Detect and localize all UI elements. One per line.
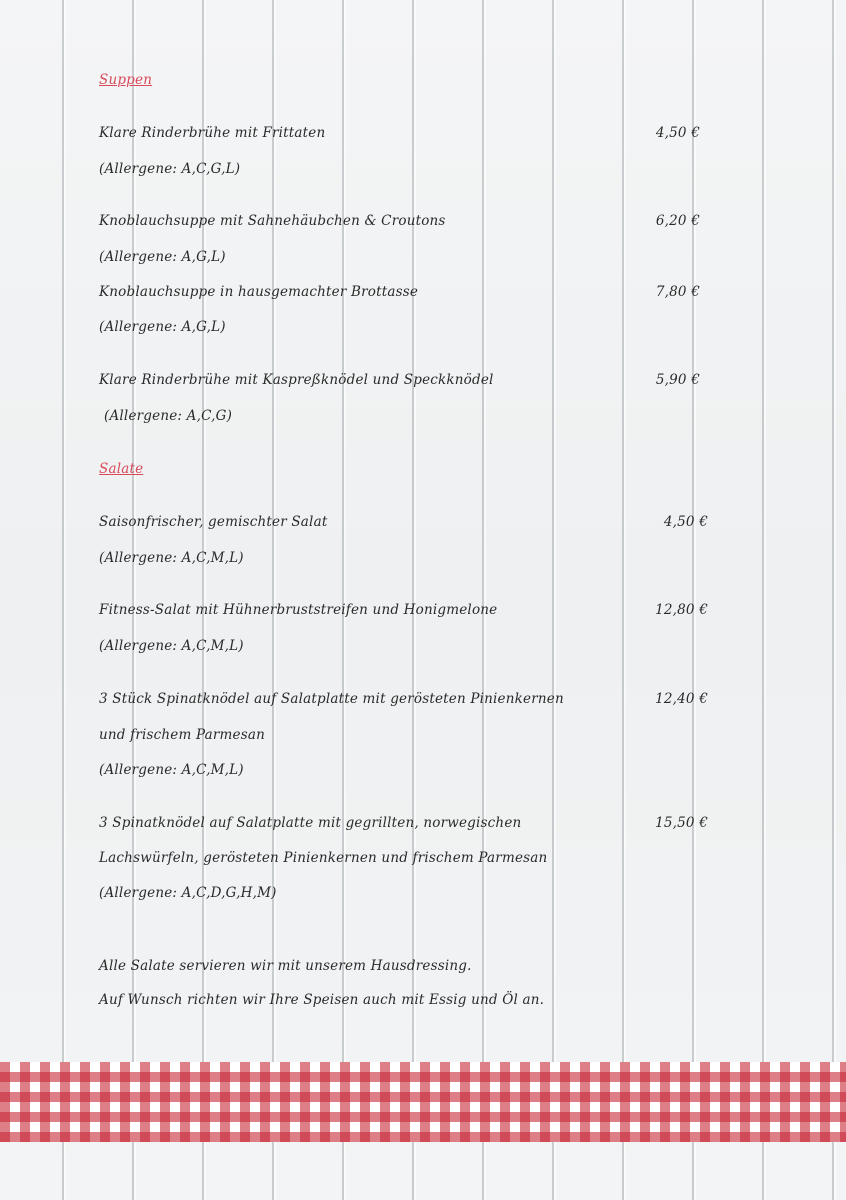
menu-item-allergens: (Allergene: A,G,L) [99, 319, 226, 335]
menu-item-name-continued: und frischem Parmesan [99, 727, 265, 743]
menu-item-price: 5,90 € [655, 372, 700, 388]
menu-item-name: Saisonfrischer, gemischter Salat [99, 514, 328, 530]
menu-item-name: 3 Spinatknödel auf Salatplatte mit gegrillten, norwegischen [99, 815, 522, 831]
menu-item-allergens: (Allergene: A,C,M,L) [99, 550, 244, 566]
menu-item-allergens: (Allergene: A,C,M,L) [99, 638, 244, 654]
gingham-border-decoration [0, 1062, 846, 1142]
menu-item-price: 12,40 € [655, 691, 708, 707]
menu-item-name: Knoblauchsuppe in hausgemachter Brottasse [99, 284, 419, 300]
menu-item-name: Klare Rinderbrühe mit Frittaten [99, 125, 326, 141]
menu-item-name: Fitness-Salat mit Hühnerbruststreifen und Honigmelone [99, 602, 498, 618]
menu-item-allergens: (Allergene: A,C,G,L) [99, 161, 241, 177]
section-heading-soups: Suppen [99, 72, 153, 88]
footnote-vinegar-oil: Auf Wunsch richten wir Ihre Speisen auch mit Essig und Öl an. [99, 992, 545, 1008]
footnote-dressing: Alle Salate servieren wir mit unserem Hausdressing. [99, 958, 472, 974]
menu-item-allergens: (Allergene: A,G,L) [99, 249, 226, 265]
menu-item-name-continued: Lachswürfeln, gerösteten Pinienkernen und frischem Parmesan [99, 850, 548, 866]
menu-item-name: Knoblauchsuppe mit Sahnehäubchen & Croutons [99, 213, 446, 229]
menu-item-allergens: (Allergene: A,C,G) [104, 408, 233, 424]
menu-item-allergens: (Allergene: A,C,D,G,H,M) [99, 885, 277, 901]
menu-item-price: 7,80 € [655, 284, 700, 300]
menu-item-price: 4,50 € [655, 125, 700, 141]
menu-item-price: 15,50 € [655, 815, 708, 831]
menu-item-price: 6,20 € [655, 213, 700, 229]
menu-item-name: Klare Rinderbrühe mit Kaspreßknödel und Speckknödel [99, 372, 494, 388]
menu-item-price: 12,80 € [655, 602, 708, 618]
menu-item-price: 4,50 € [663, 514, 708, 530]
menu-item-name: 3 Stück Spinatknödel auf Salatplatte mit gerösteten Pinienkernen [99, 691, 564, 707]
section-heading-salads: Salate [99, 461, 144, 477]
menu-item-allergens: (Allergene: A,C,M,L) [99, 762, 244, 778]
